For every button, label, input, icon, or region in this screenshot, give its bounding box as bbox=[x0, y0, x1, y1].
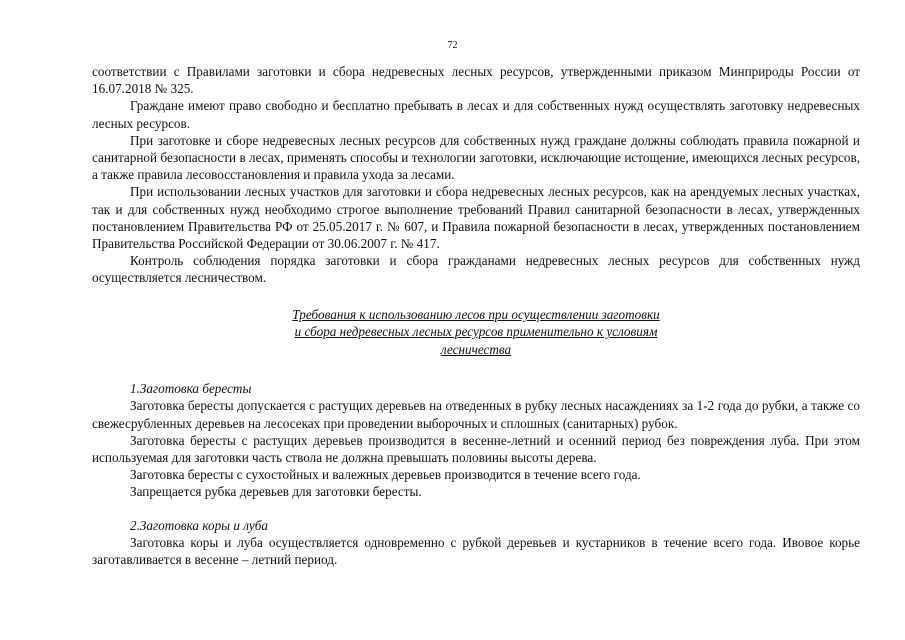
paragraph: При заготовке и сборе недревесных лесных ресурсов для собственных нужд граждане должны соблюдать правила пожарной и санитарной безопасности в лесах, применять способы и технологии заготовки, исключающие истощение, имеющихся лесных ресурсов, а также правила лесовосстановления и правила ухода за лесами. bbox=[92, 132, 860, 183]
paragraph: При использовании лесных участков для заготовки и сбора недревесных лесных ресурсов, как на арендуемых лесных участках, так и для собственных нужд необходимо строгое выполнение требований Правил санитарной безопасности в лесах, утвержденных постановлением Правительства РФ от 25.05.2017 г. № 607, и Правила пожарной безопасности в лесах, утвержденных постановлением Правительства Российской Федерации от 30.06.2007 г. № 417. bbox=[92, 184, 860, 252]
paragraph: Контроль соблюдения порядка заготовки и сбора гражданами недревесных лесных ресурсов для собственных нужд осуществляется лесничеством. bbox=[92, 253, 860, 286]
subsection-title: 2.Заготовка коры и луба bbox=[130, 517, 268, 533]
heading-line: лесничества bbox=[440, 341, 512, 357]
paragraph: Граждане имеют право свободно и бесплатно пребывать в лесах и для собственных нужд осуществлять заготовку недревесных лесных ресурсов. bbox=[92, 98, 860, 131]
subsection-title: 1.Заготовка бересты bbox=[130, 381, 252, 397]
paragraph: Заготовка бересты с растущих деревьев производится в весенне-летний и осенний период без повреждения луба. При этом используемая для заготовки часть ствола не должна превышать половины высоты дерева. bbox=[92, 432, 860, 465]
paragraph: Запрещается рубка деревьев для заготовки бересты. bbox=[130, 484, 422, 500]
page-content bbox=[92, 63, 860, 568]
paragraph: Заготовка бересты допускается с растущих деревьев на отведенных в рубку лесных насаждениях за 1-2 года до рубки, а также со свежесрубленных деревьев на лесосеках при проведении выборочных и сплошных (санитарных) рубок. bbox=[92, 398, 860, 431]
paragraph: соответствии с Правилами заготовки и сбора недревесных лесных ресурсов, утвержденными приказом Минприроды России от 16.07.2018 № 325. bbox=[92, 64, 860, 97]
paragraph: Заготовка бересты с сухостойных и валежных деревьев производится в течение всего года. bbox=[130, 467, 641, 483]
section-heading bbox=[92, 306, 860, 359]
heading-line: Требования к использованию лесов при осуществлении заготовки bbox=[292, 306, 660, 322]
heading-line: и сбора недревесных лесных ресурсов применительно к условиям bbox=[294, 324, 658, 340]
paragraph: Заготовка коры и луба осуществляется одновременно с рубкой деревьев и кустарников в течение всего года. Ивовое корье заготавливается в весенне – летний период. bbox=[92, 534, 860, 567]
page-number: 72 bbox=[447, 40, 458, 51]
